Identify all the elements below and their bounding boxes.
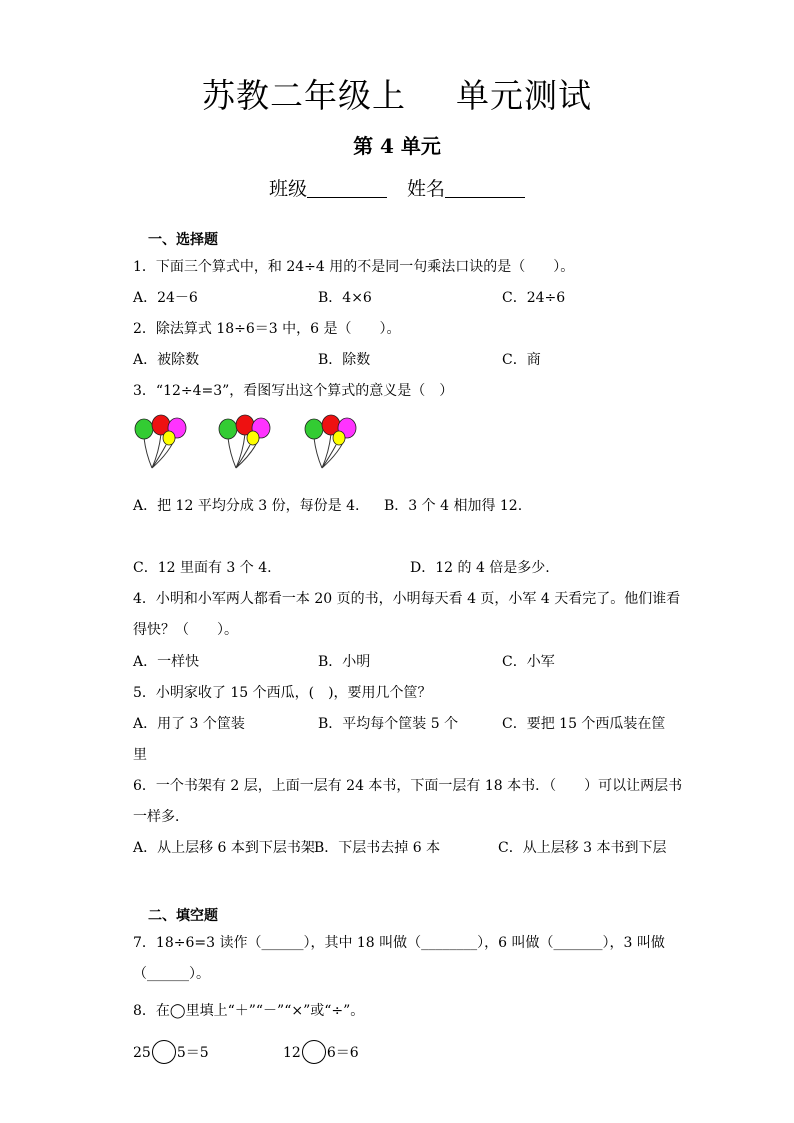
balloon-yellow [333,431,345,445]
class-blank[interactable] [307,179,387,198]
balloon-bunch-2 [219,415,270,468]
q3-option-b[interactable]: B．3 个 4 相加得 12. [384,498,523,514]
q3-option-d[interactable]: D．12 的 4 倍是多少. [410,560,550,576]
question-2: 2．除法算式 18÷6＝3 中，6 是（ ）。 [133,321,401,337]
question-6-line-2: 一样多． [133,809,189,825]
q4-option-b[interactable]: B．小明 [318,654,371,670]
q6-option-b[interactable]: B．下层书去掉 6 本 [314,840,441,856]
operator-circle-2[interactable] [302,1040,326,1064]
q3-option-a[interactable]: A．把 12 平均分成 3 份，每份是 4. [133,498,360,514]
q6-option-a[interactable]: A．从上层移 6 本到下层书架 [133,840,315,856]
q2-option-b[interactable]: B．除数 [318,352,371,368]
q1-option-a[interactable]: A．24－6 [133,290,198,306]
title-right: 单元测试 [456,76,592,115]
question-1: 1．下面三个算式中，和 24÷4 用的不是同一句乘法口诀的是（ ）。 [133,259,575,275]
balloon-green [219,419,237,439]
unit-subtitle: 第 4 单元 [353,134,441,158]
balloon-bunch-3 [305,415,356,468]
class-label: 班级 [268,178,307,200]
student-info-line [0,174,794,201]
question-5: 5．小明家收了 15 个西瓜，( )，要用几个筐？ [133,685,432,701]
q5-option-a[interactable]: A．用了 3 个筐装 [133,716,245,732]
title-left: 苏教二年级上 [202,76,406,115]
q2-option-a[interactable]: A．被除数 [133,352,200,368]
question-3: 3．“12÷4=3”，看图写出这个算式的意义是（ ） [133,383,454,399]
balloon-yellow [247,431,259,445]
balloon-bunch-1 [135,415,186,468]
q4-option-c[interactable]: C．小军 [502,654,555,670]
expr2-left: 12 [283,1045,301,1061]
question-6-line-1: 6．一个书架有 2 层，上面一层有 24 本书，下面一层有 18 本书．（ ）可以让两层书 [133,778,683,794]
q5-option-c[interactable]: C．要把 15 个西瓜装在筐 [502,716,666,732]
q2-option-c[interactable]: C．商 [502,352,541,368]
balloon-green [305,419,323,439]
balloon-yellow [163,431,175,445]
q1-option-c[interactable]: C．24÷6 [502,290,566,306]
name-label: 姓名 [407,178,446,200]
balloon-green [135,419,153,439]
q5-option-c-continued: 里 [133,747,147,763]
q1-option-b[interactable]: B．4×6 [318,290,372,306]
q4-option-a[interactable]: A．一样快 [133,654,200,670]
question-7-line-2: （______）。 [133,966,210,982]
question-4-line-2: 得快？（ ）。 [133,622,238,638]
q6-option-c[interactable]: C．从上层移 3 本书到下层 [498,840,667,856]
expression-2 [283,1040,359,1064]
expr1-left: 25 [133,1045,151,1061]
question-7-line-1: 7．18÷6=3 读作（______），其中 18 叫做（________），6 叫做（_______），3 叫做 [133,935,665,951]
q5-option-b[interactable]: B．平均每个筐装 5 个 [318,716,459,732]
operator-circle-1[interactable] [152,1040,176,1064]
section-heading-fill: 二、填空题 [148,908,218,924]
balloons-illustration [130,414,390,476]
expression-1 [133,1040,209,1064]
question-4-line-1: 4．小明和小军两人都看一本 20 页的书，小明每天看 4 页，小军 4 天看完了。他们谁看 [133,591,681,607]
section-heading-choice: 一、选择题 [148,232,218,248]
q3-option-c[interactable]: C．12 里面有 3 个 4. [133,560,272,576]
question-8: 8．在◯里填上“＋”“－”“×”或“÷”。 [133,1003,365,1019]
page-title [0,70,794,117]
expr1-right: 5＝5 [176,1045,209,1061]
name-blank[interactable] [445,179,525,198]
expr2-right: 6＝6 [326,1045,359,1061]
